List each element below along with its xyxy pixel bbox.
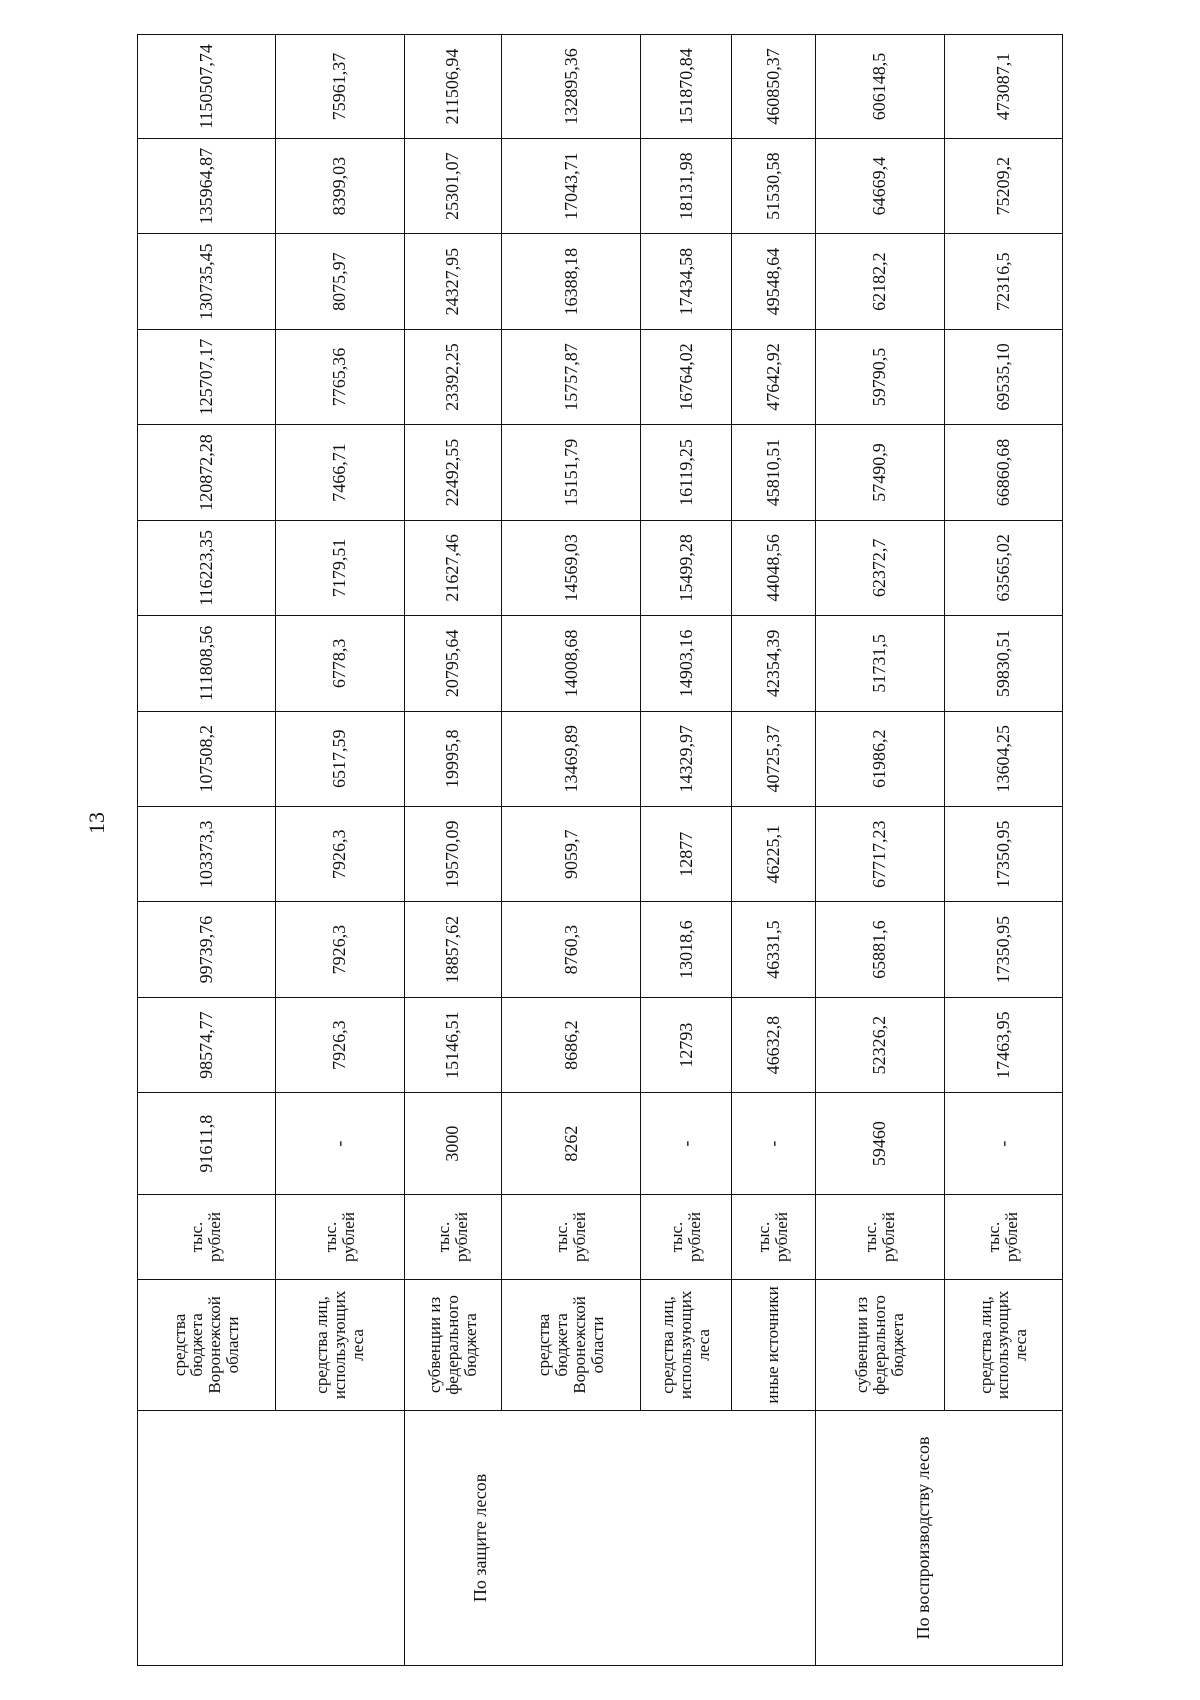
- value-cell: 120872,28: [138, 425, 276, 520]
- section-cell: [501, 1410, 641, 1665]
- value-cell: 57490,9: [815, 425, 944, 520]
- value-cell: 473087,1: [944, 35, 1062, 139]
- value-cell: 18857,62: [404, 902, 501, 997]
- value-cell: 98574,77: [138, 997, 276, 1092]
- value-cell: 130735,45: [138, 234, 276, 329]
- value-cell: 15499,28: [641, 520, 731, 615]
- section-cell: [138, 1410, 276, 1665]
- value-cell: 107508,2: [138, 711, 276, 806]
- unit-cell: тыс. рублей: [275, 1195, 404, 1280]
- value-cell: 52326,2: [815, 997, 944, 1092]
- value-cell: 7466,71: [275, 425, 404, 520]
- value-cell: 14329,97: [641, 711, 731, 806]
- source-cell: средства лиц, использующих леса: [641, 1280, 731, 1411]
- source-cell: средства бюджета Воронежской области: [138, 1280, 276, 1411]
- value-cell: 20795,64: [404, 616, 501, 711]
- value-cell: 16764,02: [641, 329, 731, 424]
- table-row: [138, 35, 276, 1666]
- value-cell: 7765,36: [275, 329, 404, 424]
- value-cell: 17463,95: [944, 997, 1062, 1092]
- value-cell: 64669,4: [815, 138, 944, 233]
- value-cell: 59790,5: [815, 329, 944, 424]
- value-cell: -: [275, 1093, 404, 1195]
- value-cell: 103373,3: [138, 807, 276, 902]
- value-cell: 21627,46: [404, 520, 501, 615]
- unit-cell: тыс. рублей: [501, 1195, 641, 1280]
- value-cell: 1150507,74: [138, 35, 276, 139]
- value-cell: 59460: [815, 1093, 944, 1195]
- source-cell: средства бюджета Воронежской области: [501, 1280, 641, 1411]
- value-cell: 75209,2: [944, 138, 1062, 233]
- value-cell: 8399,03: [275, 138, 404, 233]
- value-cell: 19995,8: [404, 711, 501, 806]
- unit-cell: тыс. рублей: [731, 1195, 815, 1280]
- value-cell: -: [944, 1093, 1062, 1195]
- value-cell: 63565,02: [944, 520, 1062, 615]
- value-cell: 13018,6: [641, 902, 731, 997]
- value-cell: 6778,3: [275, 616, 404, 711]
- unit-cell: тыс. рублей: [138, 1195, 276, 1280]
- source-cell: иные источники: [731, 1280, 815, 1411]
- value-cell: 61986,2: [815, 711, 944, 806]
- value-cell: 606148,5: [815, 35, 944, 139]
- value-cell: 75961,37: [275, 35, 404, 139]
- table-row: [275, 35, 404, 1666]
- value-cell: 62372,7: [815, 520, 944, 615]
- value-cell: 7926,3: [275, 807, 404, 902]
- value-cell: 49548,64: [731, 234, 815, 329]
- value-cell: 9059,7: [501, 807, 641, 902]
- value-cell: 7179,51: [275, 520, 404, 615]
- value-cell: 66860,68: [944, 425, 1062, 520]
- source-cell: субвенции из федерального бюджета: [815, 1280, 944, 1411]
- source-cell: средства лиц, использующих леса: [275, 1280, 404, 1411]
- value-cell: 40725,37: [731, 711, 815, 806]
- value-cell: 6517,59: [275, 711, 404, 806]
- value-cell: 62182,2: [815, 234, 944, 329]
- value-cell: 8075,97: [275, 234, 404, 329]
- source-cell: средства лиц, использующих леса: [944, 1280, 1062, 1411]
- value-cell: 8686,2: [501, 997, 641, 1092]
- value-cell: 24327,95: [404, 234, 501, 329]
- value-cell: 47642,92: [731, 329, 815, 424]
- value-cell: 16119,25: [641, 425, 731, 520]
- value-cell: 99739,76: [138, 902, 276, 997]
- unit-cell: тыс. рублей: [404, 1195, 501, 1280]
- value-cell: 14903,16: [641, 616, 731, 711]
- section-cell: По защите лесов: [404, 1410, 501, 1665]
- value-cell: 69535,10: [944, 329, 1062, 424]
- value-cell: 51731,5: [815, 616, 944, 711]
- value-cell: -: [731, 1093, 815, 1195]
- value-cell: -: [641, 1093, 731, 1195]
- unit-cell: тыс. рублей: [641, 1195, 731, 1280]
- value-cell: 18131,98: [641, 138, 731, 233]
- value-cell: 15151,79: [501, 425, 641, 520]
- source-cell: субвенции из федерального бюджета: [404, 1280, 501, 1411]
- value-cell: 116223,35: [138, 520, 276, 615]
- value-cell: 59830,51: [944, 616, 1062, 711]
- value-cell: 3000: [404, 1093, 501, 1195]
- value-cell: 211506,94: [404, 35, 501, 139]
- value-cell: 460850,37: [731, 35, 815, 139]
- unit-cell: тыс. рублей: [944, 1195, 1062, 1280]
- value-cell: 151870,84: [641, 35, 731, 139]
- page-number: 13: [84, 812, 109, 834]
- value-cell: 15757,87: [501, 329, 641, 424]
- section-cell: По воспроизводству лесов: [815, 1410, 944, 1665]
- value-cell: 17350,95: [944, 902, 1062, 997]
- value-cell: 8760,3: [501, 902, 641, 997]
- value-cell: 23392,25: [404, 329, 501, 424]
- value-cell: 19570,09: [404, 807, 501, 902]
- table-row: [731, 35, 815, 1666]
- value-cell: 132895,36: [501, 35, 641, 139]
- value-cell: 7926,3: [275, 902, 404, 997]
- value-cell: 135964,87: [138, 138, 276, 233]
- value-cell: 14008,68: [501, 616, 641, 711]
- section-cell: [275, 1410, 404, 1665]
- value-cell: 16388,18: [501, 234, 641, 329]
- value-cell: 12877: [641, 807, 731, 902]
- value-cell: 45810,51: [731, 425, 815, 520]
- value-cell: 111808,56: [138, 616, 276, 711]
- value-cell: 15146,51: [404, 997, 501, 1092]
- value-cell: 25301,07: [404, 138, 501, 233]
- table-row: [815, 35, 944, 1666]
- table-row: [501, 35, 641, 1666]
- value-cell: 44048,56: [731, 520, 815, 615]
- table-row: [641, 35, 731, 1666]
- value-cell: 13469,89: [501, 711, 641, 806]
- section-cell: [731, 1410, 815, 1665]
- table-container: [137, 34, 1063, 1666]
- value-cell: 8262: [501, 1093, 641, 1195]
- value-cell: 22492,55: [404, 425, 501, 520]
- value-cell: 65881,6: [815, 902, 944, 997]
- value-cell: 7926,3: [275, 997, 404, 1092]
- value-cell: 13604,25: [944, 711, 1062, 806]
- section-cell: [641, 1410, 731, 1665]
- value-cell: 14569,03: [501, 520, 641, 615]
- table-row: [944, 35, 1062, 1666]
- section-cell: [944, 1410, 1062, 1665]
- value-cell: 67717,23: [815, 807, 944, 902]
- value-cell: 17434,58: [641, 234, 731, 329]
- value-cell: 91611,8: [138, 1093, 276, 1195]
- value-cell: 46331,5: [731, 902, 815, 997]
- unit-cell: тыс. рублей: [815, 1195, 944, 1280]
- table-row: [404, 35, 501, 1666]
- value-cell: 51530,58: [731, 138, 815, 233]
- value-cell: 42354,39: [731, 616, 815, 711]
- value-cell: 125707,17: [138, 329, 276, 424]
- funding-table: [137, 34, 1063, 1666]
- value-cell: 17043,71: [501, 138, 641, 233]
- value-cell: 46225,1: [731, 807, 815, 902]
- value-cell: 12793: [641, 997, 731, 1092]
- value-cell: 72316,5: [944, 234, 1062, 329]
- value-cell: 46632,8: [731, 997, 815, 1092]
- value-cell: 17350,95: [944, 807, 1062, 902]
